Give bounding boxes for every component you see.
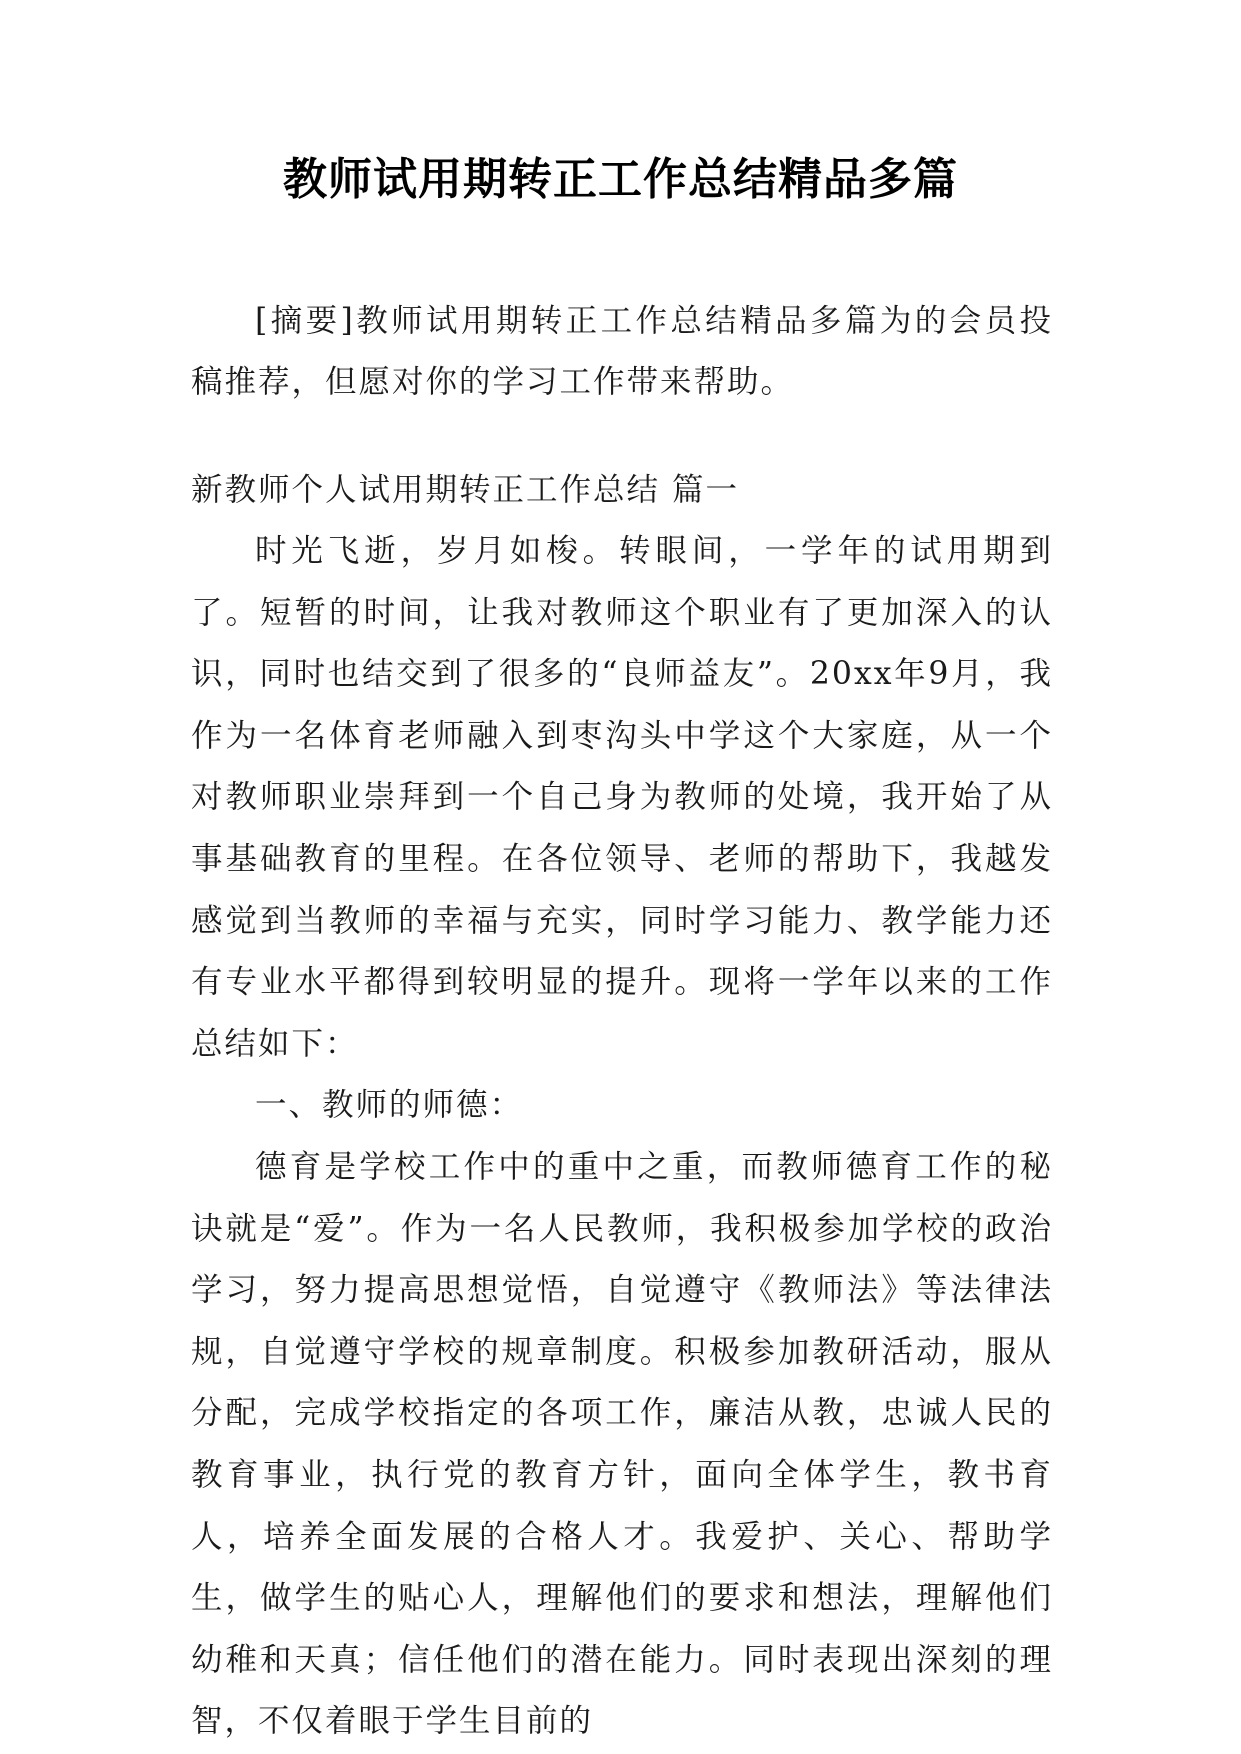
body-paragraph: 时光飞逝，岁月如梭。转眼间，一学年的试用期到了。短暂的时间，让我对教师这个职业有了更加深入的认识，同时也结交到了很多的“良师益友”。20xx年9月，我作为一名体育老师融入到枣沟头中学这个大家庭，从一个对教师职业崇拜到一个自己身为教师的处境，我开始了从事基础教育的里程。在各位领导、老师的帮助下，我越发感觉到当教师的幸福与充实，同时学习能力、教学能力还有专业水平都得到较明显的提升。现将一学年以来的工作总结如下： — [191, 533, 1053, 1062]
document-title: 教师试用期转正工作总结精品多篇 — [283, 154, 958, 205]
body-paragraph: 德育是学校工作中的重中之重，而教师德育工作的秘诀就是“爱”。作为一名人民教师，我积极参加学校的政治学习，努力提高思想觉悟，自觉遵守《教师法》等法律法规，自觉遵守学校的规章制度。积极参加教研活动，服从分配，完成学校指定的各项工作，廉洁从教，忠诚人民的教育事业，执行党的教育方针，面向全体学生，教书育人，培养全面发展的合格人才。我爱护、关心、帮助学生，做学生的贴心人，理解他们的要求和想法，理解他们幼稚和天真；信任他们的潜在能力。同时表现出深刻的理智，不仅着眼于学生目前的 — [191, 1148, 1053, 1740]
section-heading: 新教师个人试用期转正工作总结 篇一 — [191, 472, 740, 508]
abstract-paragraph: [摘要]教师试用期转正工作总结精品多篇为的会员投稿推荐，但愿对你的学习工作带来帮助。 — [191, 303, 1053, 400]
main-body — [191, 521, 1053, 1753]
body-subheading: 一、教师的师德： — [255, 1087, 524, 1124]
